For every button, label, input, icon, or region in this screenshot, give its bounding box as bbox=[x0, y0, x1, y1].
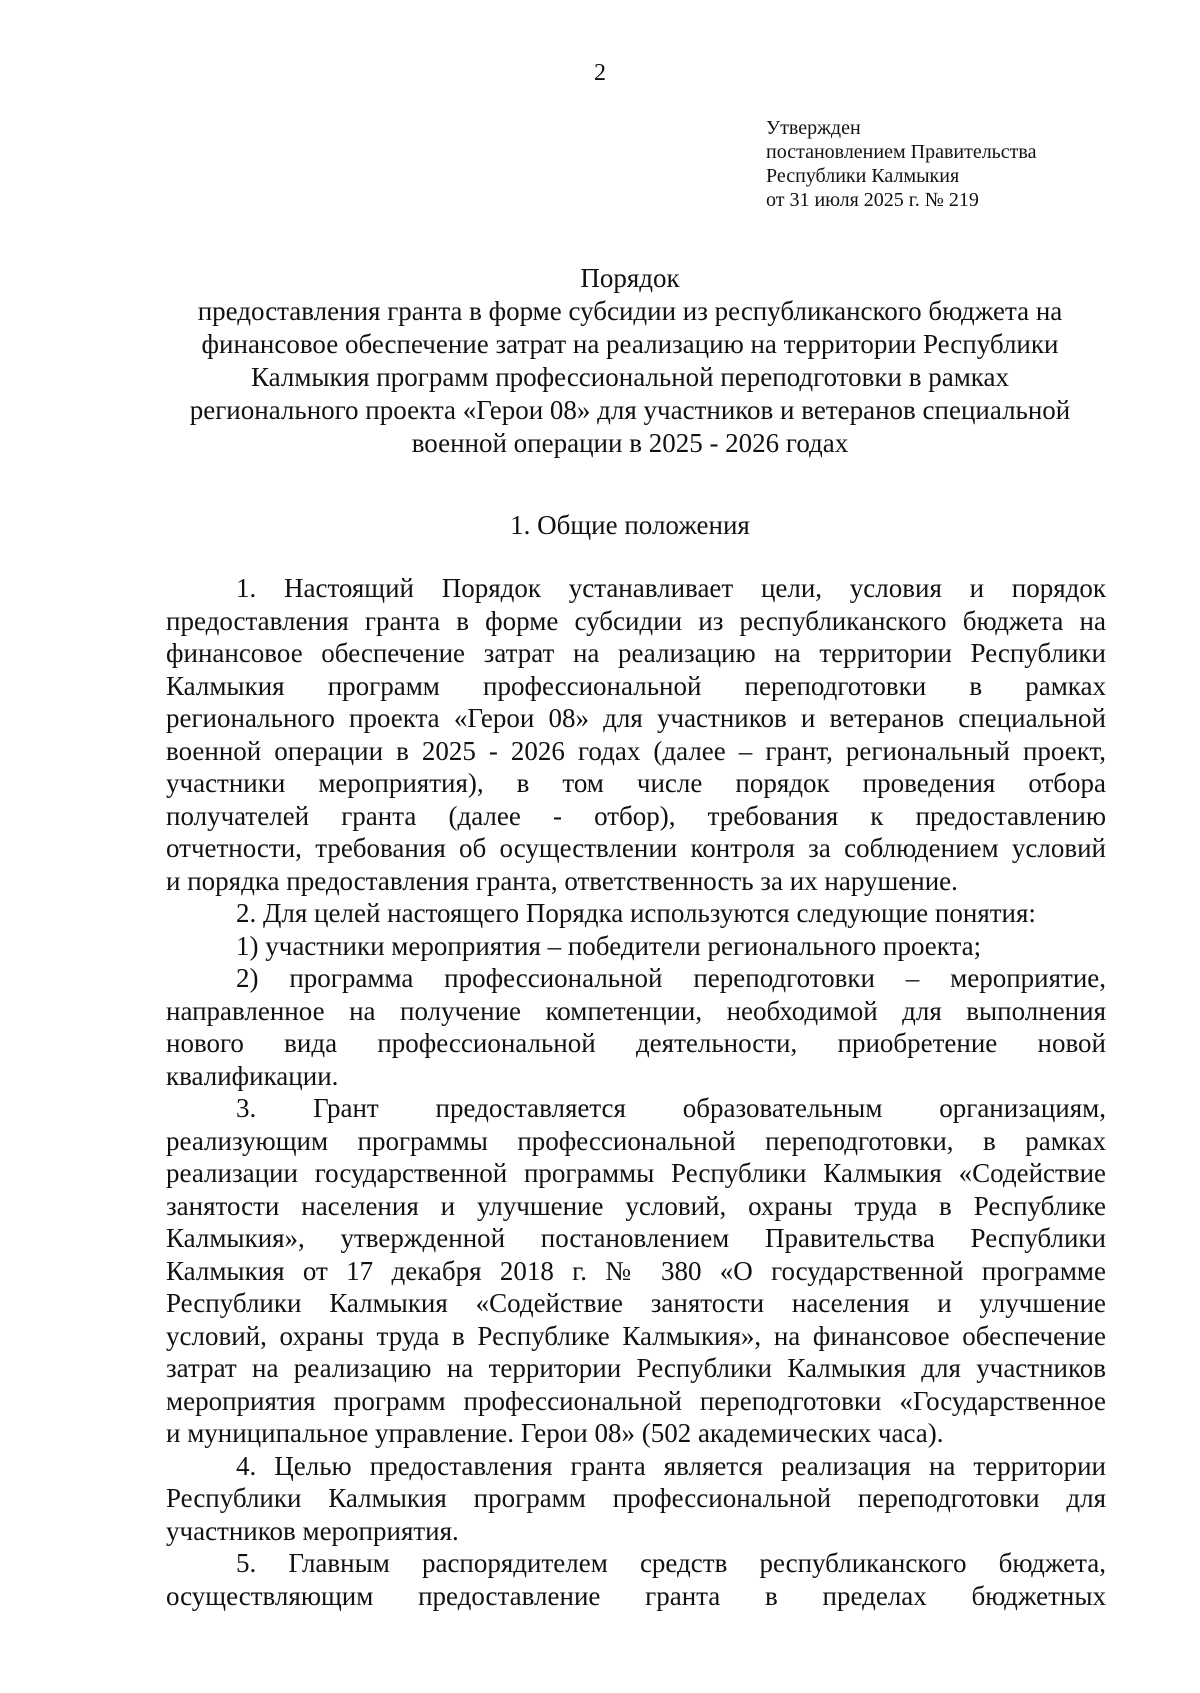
title-line: регионального проекта «Герои 08» для участников и ветеранов специальной bbox=[189, 395, 1071, 425]
approval-line: Республики Калмыкия bbox=[766, 165, 960, 187]
paragraph-3-line: занятости населения и улучшение условий, охраны труда в Республике bbox=[166, 1190, 1106, 1221]
paragraph-4-line: Республики Калмыкия программ профессиональной переподготовки для bbox=[166, 1483, 1106, 1513]
paragraph-3-line: Калмыкия», утвержденной постановлением Правительства Республики bbox=[166, 1223, 1106, 1253]
paragraph-3-line: и муниципальное управление. Герои 08» (502 академических часа). bbox=[166, 1418, 944, 1448]
title-line: Калмыкия программ профессиональной переподготовки в рамках bbox=[250, 362, 1009, 392]
paragraph-3-line: Республики Калмыкия «Содействие занятости населения и улучшение bbox=[166, 1288, 1106, 1318]
approval-line: от 31 июля 2025 г. № 219 bbox=[766, 189, 979, 211]
paragraph-1-line: Калмыкия программ профессиональной переподготовки в рамках bbox=[166, 670, 1106, 701]
paragraph-3-line: мероприятия программ профессиональной переподготовки «Государственное bbox=[166, 1385, 1106, 1416]
paragraph-5-line: осуществляющим предоставление гранта в пределах бюджетных bbox=[166, 1580, 1106, 1611]
paragraph-3-line: Калмыкия от 17 декабря 2018 г. № 380 «О государственной программе bbox=[166, 1255, 1106, 1286]
section-heading: 1. Общие положения bbox=[510, 510, 750, 540]
page-number: 2 bbox=[594, 60, 606, 86]
paragraph-1-line: 1. Настоящий Порядок устанавливает цели, условия и порядок bbox=[236, 573, 1106, 603]
approval-stamp-block bbox=[766, 116, 1036, 212]
paragraph-2-line: 2. Для целей настоящего Порядка используются следующие понятия: bbox=[236, 898, 1036, 928]
definition-1-line: 1) участники мероприятия – победители регионального проекта; bbox=[236, 930, 982, 961]
paragraph-1-line: отчетности, требования об осуществлении контроля за соблюдением условий bbox=[166, 833, 1106, 863]
body-text bbox=[166, 572, 1106, 1612]
approval-line: Утвержден bbox=[766, 117, 861, 139]
definition-2-line: нового вида профессиональной деятельности, приобретение новой bbox=[166, 1028, 1106, 1058]
paragraph-4-line: участников мероприятия. bbox=[166, 1515, 459, 1546]
paragraph-4-line: 4. Целью предоставления гранта является реализация на территории bbox=[236, 1450, 1106, 1481]
definition-2-line: 2) программа профессиональной переподготовки – мероприятие, bbox=[236, 963, 1106, 993]
approval-line: постановлением Правительства bbox=[766, 141, 1037, 163]
definition-2-line: квалификации. bbox=[166, 1060, 339, 1091]
paragraph-1-line: участники мероприятия), в том числе порядок проведения отбора bbox=[166, 768, 1106, 798]
paragraph-3-line: 3. Грант предоставляется образовательным организациям, bbox=[236, 1093, 1106, 1123]
paragraph-3-line: реализации государственной программы Республики Калмыкия «Содействие bbox=[166, 1158, 1106, 1188]
paragraph-1-line: регионального проекта «Герои 08» для участников и ветеранов специальной bbox=[166, 703, 1106, 733]
title-line: предоставления гранта в форме субсидии из республиканского бюджета на bbox=[197, 296, 1063, 326]
title-line: финансовое обеспечение затрат на реализацию на территории Республики bbox=[201, 329, 1059, 359]
paragraph-5-line: 5. Главным распорядителем средств республиканского бюджета, bbox=[236, 1548, 1106, 1578]
paragraph-1-line: и порядка предоставления гранта, ответственность за их нарушение. bbox=[166, 865, 958, 896]
definition-2-line: направленное на получение компетенции, необходимой для выполнения bbox=[166, 995, 1106, 1026]
title-heading: Порядок bbox=[580, 263, 680, 293]
document-title bbox=[160, 262, 1100, 460]
title-line: военной операции в 2025 - 2026 годах bbox=[411, 428, 849, 458]
paragraph-3-line: реализующим программы профессиональной переподготовки, в рамках bbox=[166, 1125, 1106, 1156]
paragraph-1-line: военной операции в 2025 - 2026 годах (далее – грант, региональный проект, bbox=[166, 735, 1106, 766]
paragraph-1-line: финансовое обеспечение затрат на реализацию на территории Республики bbox=[166, 638, 1106, 668]
paragraph-3-line: условий, охраны труда в Республике Калмыкия», на финансовое обеспечение bbox=[166, 1320, 1106, 1351]
paragraph-1-line: предоставления гранта в форме субсидии из республиканского бюджета на bbox=[166, 605, 1106, 636]
paragraph-1-line: получателей гранта (далее - отбор), требования к предоставлению bbox=[166, 800, 1106, 831]
paragraph-3-line: затрат на реализацию на территории Республики Калмыкия для участников bbox=[166, 1353, 1106, 1383]
